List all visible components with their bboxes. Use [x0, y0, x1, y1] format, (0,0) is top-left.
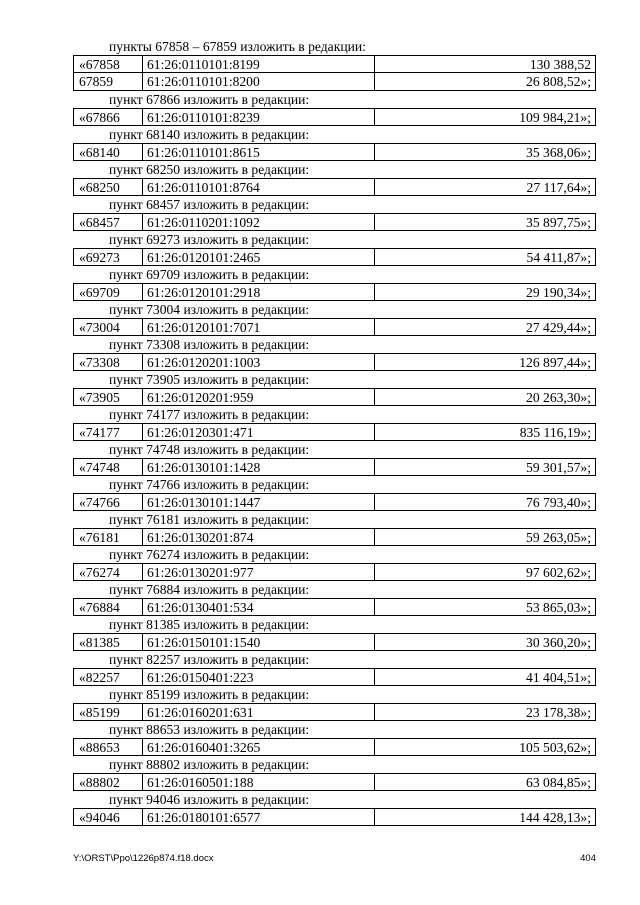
cadastral-number-cell: 61:26:0150101:1540 — [143, 634, 375, 650]
item-number-cell: «82257 — [74, 669, 143, 685]
cadastral-number-cell: 61:26:0120101:2465 — [143, 249, 375, 265]
footer-page-number: 404 — [580, 853, 596, 864]
document-body — [73, 38, 596, 826]
cadastral-number-cell: 61:26:0120101:7071 — [143, 319, 375, 335]
item-number-cell: «73308 — [74, 354, 143, 370]
item-number-cell: «94046 — [74, 809, 143, 825]
cadastral-number-cell: 61:26:0110101:8764 — [143, 179, 375, 195]
table-row — [73, 318, 596, 336]
table-row — [73, 738, 596, 756]
table-row — [73, 353, 596, 371]
amendment-block — [73, 686, 596, 721]
amendment-intro: пункт 88653 изложить в редакции: — [109, 722, 310, 737]
item-number-cell: «69709 — [74, 284, 143, 300]
item-number-cell: 67859 — [74, 73, 143, 90]
amendment-intro: пункт 74177 изложить в редакции: — [109, 407, 310, 422]
cadastral-number-cell: 61:26:0160401:3265 — [143, 739, 375, 755]
table-row — [73, 143, 596, 161]
amendment-block — [73, 231, 596, 266]
cadastral-number-cell: 61:26:0130101:1428 — [143, 459, 375, 475]
cadastral-number-cell: 61:26:0120201:1003 — [143, 354, 375, 370]
cadastral-value-cell: 59 263,05»; — [526, 530, 591, 545]
cadastral-value-cell: 41 404,51»; — [526, 670, 591, 685]
cadastral-value-cell: 27 117,64»; — [526, 180, 591, 195]
amendment-block — [73, 301, 596, 336]
cadastral-number-cell: 61:26:0150401:223 — [143, 669, 375, 685]
table-row — [73, 458, 596, 476]
item-number-cell: «73004 — [74, 319, 143, 335]
cadastral-number-cell: 61:26:0110101:8239 — [143, 109, 375, 125]
amendment-block — [73, 441, 596, 476]
amendment-block — [73, 651, 596, 686]
item-number-cell: «68250 — [74, 179, 143, 195]
amendment-block — [73, 476, 596, 511]
cadastral-value-cell: 23 178,38»; — [526, 705, 591, 720]
amendment-intro: пункт 85199 изложить в редакции: — [109, 687, 310, 702]
item-number-cell: «74748 — [74, 459, 143, 475]
amendment-intro: пункт 68457 изложить в редакции: — [109, 197, 310, 212]
cadastral-value-cell: 126 897,44»; — [519, 355, 591, 370]
cadastral-number-cell: 61:26:0130101:1447 — [143, 494, 375, 510]
amendment-intro: пункт 69273 изложить в редакции: — [109, 232, 310, 247]
amendment-intro: пункт 76181 изложить в редакции: — [109, 512, 310, 527]
cadastral-number-cell: 61:26:0120201:959 — [143, 389, 375, 405]
cadastral-value-cell: 63 084,85»; — [526, 775, 591, 790]
cadastral-number-cell: 61:26:0130201:874 — [143, 529, 375, 545]
amendment-intro: пункт 74766 изложить в редакции: — [109, 477, 310, 492]
cadastral-number-cell: 61:26:0130401:534 — [143, 599, 375, 615]
amendment-intro: пункт 74748 изложить в редакции: — [109, 442, 310, 457]
amendment-block — [73, 91, 596, 126]
cadastral-value-cell: 20 263,30»; — [526, 390, 591, 405]
cadastral-value-cell: 144 428,13»; — [519, 810, 591, 825]
amendment-intro: пункт 68250 изложить в редакции: — [109, 162, 310, 177]
cadastral-value-cell: 35 897,75»; — [526, 215, 591, 230]
amendment-block — [73, 546, 596, 581]
cadastral-number-cell: 61:26:0110101:8199 — [143, 56, 375, 72]
item-number-cell: «68140 — [74, 144, 143, 160]
item-number-cell: «76274 — [74, 564, 143, 580]
item-number-cell: «73905 — [74, 389, 143, 405]
item-number-cell: «67858 — [74, 56, 143, 72]
item-number-cell: «76181 — [74, 529, 143, 545]
cadastral-value-cell: 29 190,34»; — [526, 285, 591, 300]
item-number-cell: «74177 — [74, 424, 143, 440]
table-row — [73, 633, 596, 651]
cadastral-number-cell: 61:26:0120301:471 — [143, 424, 375, 440]
table-row — [73, 773, 596, 791]
item-number-cell: «68457 — [74, 214, 143, 230]
amendment-intro: пункт 82257 изложить в редакции: — [109, 652, 310, 667]
cadastral-number-cell: 61:26:0180101:6577 — [143, 809, 375, 825]
cadastral-value-cell: 27 429,44»; — [526, 320, 591, 335]
amendment-intro: пункт 94046 изложить в редакции: — [109, 792, 310, 807]
item-number-cell: «81385 — [74, 634, 143, 650]
amendment-block — [73, 616, 596, 651]
table-row — [73, 213, 596, 231]
cadastral-number-cell: 61:26:0130201:977 — [143, 564, 375, 580]
cadastral-value-cell: 105 503,62»; — [519, 740, 591, 755]
table-row — [73, 178, 596, 196]
cadastral-number-cell: 61:26:0120101:2918 — [143, 284, 375, 300]
amendment-intro: пункт 76884 изложить в редакции: — [109, 582, 310, 597]
cadastral-value-cell: 76 793,40»; — [526, 495, 591, 510]
table-row — [73, 703, 596, 721]
amendment-intro: пункт 67866 изложить в редакции: — [109, 92, 310, 107]
amendment-intro: пункты 67858 – 67859 изложить в редакции: — [109, 39, 366, 54]
table-row — [73, 528, 596, 546]
table-row — [73, 668, 596, 686]
cadastral-value-cell: 835 116,19»; — [519, 425, 591, 440]
cadastral-value-cell: 35 368,06»; — [526, 145, 591, 160]
amendment-block — [73, 336, 596, 371]
item-number-cell: «88653 — [74, 739, 143, 755]
table-row — [73, 283, 596, 301]
item-number-cell: «88802 — [74, 774, 143, 790]
amendment-intro: пункт 68140 изложить в редакции: — [109, 127, 310, 142]
amendment-block — [73, 791, 596, 826]
footer-file-path: Y:\ORST\Ppo\1226p874.f18.docx — [73, 853, 214, 864]
amendment-block — [73, 511, 596, 546]
item-number-cell: «76884 — [74, 599, 143, 615]
item-number-cell: «74766 — [74, 494, 143, 510]
amendment-block — [73, 756, 596, 791]
cadastral-value-cell: 97 602,62»; — [526, 565, 591, 580]
cadastral-value-cell: 30 360,20»; — [526, 635, 591, 650]
amendment-block — [73, 38, 596, 91]
amendment-block — [73, 126, 596, 161]
amendment-block — [73, 371, 596, 406]
table-row — [73, 493, 596, 511]
amendment-intro: пункт 73308 изложить в редакции: — [109, 337, 310, 352]
item-number-cell: «85199 — [74, 704, 143, 720]
cadastral-number-cell: 61:26:0110101:8200 — [143, 73, 375, 90]
cadastral-value-cell: 130 388,52 — [529, 57, 591, 72]
table-row — [73, 55, 596, 73]
amendment-intro: пункт 69709 изложить в редакции: — [109, 267, 310, 282]
table-row — [73, 248, 596, 266]
table-row — [73, 598, 596, 616]
amendment-block — [73, 196, 596, 231]
amendment-block — [73, 161, 596, 196]
item-number-cell: «69273 — [74, 249, 143, 265]
cadastral-value-cell: 53 865,03»; — [526, 600, 591, 615]
cadastral-number-cell: 61:26:0110101:8615 — [143, 144, 375, 160]
amendment-block — [73, 406, 596, 441]
table-row — [73, 563, 596, 581]
amendment-block — [73, 721, 596, 756]
cadastral-number-cell: 61:26:0110201:1092 — [143, 214, 375, 230]
cadastral-value-cell: 59 301,57»; — [526, 460, 591, 475]
amendment-intro: пункт 81385 изложить в редакции: — [109, 617, 310, 632]
amendment-intro: пункт 73004 изложить в редакции: — [109, 302, 310, 317]
table-row — [73, 108, 596, 126]
table-row — [73, 808, 596, 826]
amendment-block — [73, 581, 596, 616]
cadastral-value-cell: 26 808,52»; — [526, 74, 591, 89]
table-row — [73, 73, 596, 91]
cadastral-number-cell: 61:26:0160201:631 — [143, 704, 375, 720]
table-row — [73, 388, 596, 406]
amendment-block — [73, 266, 596, 301]
amendment-intro: пункт 88802 изложить в редакции: — [109, 757, 310, 772]
cadastral-number-cell: 61:26:0160501:188 — [143, 774, 375, 790]
cadastral-value-cell: 54 411,87»; — [526, 250, 591, 265]
table-row — [73, 423, 596, 441]
item-number-cell: «67866 — [74, 109, 143, 125]
page-footer — [73, 853, 596, 864]
amendment-intro: пункт 73905 изложить в редакции: — [109, 372, 310, 387]
cadastral-value-cell: 109 984,21»; — [519, 110, 591, 125]
amendment-intro: пункт 76274 изложить в редакции: — [109, 547, 310, 562]
